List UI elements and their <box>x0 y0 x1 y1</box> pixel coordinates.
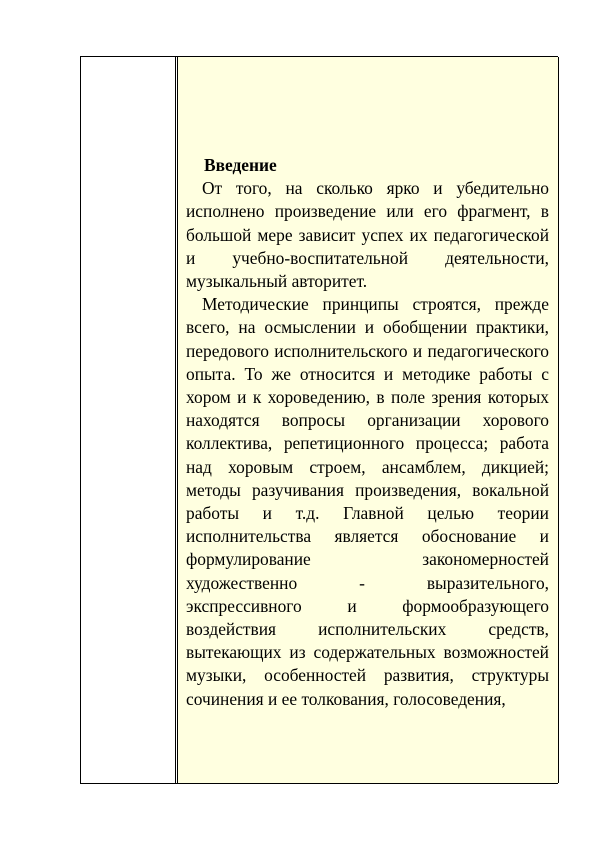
section-heading: Введение <box>204 155 277 175</box>
paragraph-methods: Методические принципы строятся, прежде всего, на осмыслении и обобщении практики, передового исполнительского и педагогического опыта. То же относится и методике работы с хором и к хороведению, в поле зрения которых находятся вопросы организации хорового коллектива, репетиционного процесса; работа над хоровым строем, ансамблем, дикцией; методы разучивания произведения, вокальной работы и т.д. Главной целью теории исполнительства является обоснование и формулирование закономерностей художественно - выразительного, экспрессивного и формообразующего воздействия исполнительских средств, вытекающих из содержательных возможностей музыки, особенностей развития, структуры сочинения и ее толкования, голосоведения, <box>186 294 549 709</box>
document-table <box>80 56 558 784</box>
text-block <box>186 154 549 711</box>
table-right-cell <box>177 57 559 783</box>
table-left-cell <box>81 57 176 783</box>
paragraph-intro: От того, на сколько ярко и убедительно исполнено произведение или его фрагмент, в большой мере зависит успех их педагогической и учебно-воспитательной деятельности, музыкальный авторитет. <box>186 178 549 292</box>
